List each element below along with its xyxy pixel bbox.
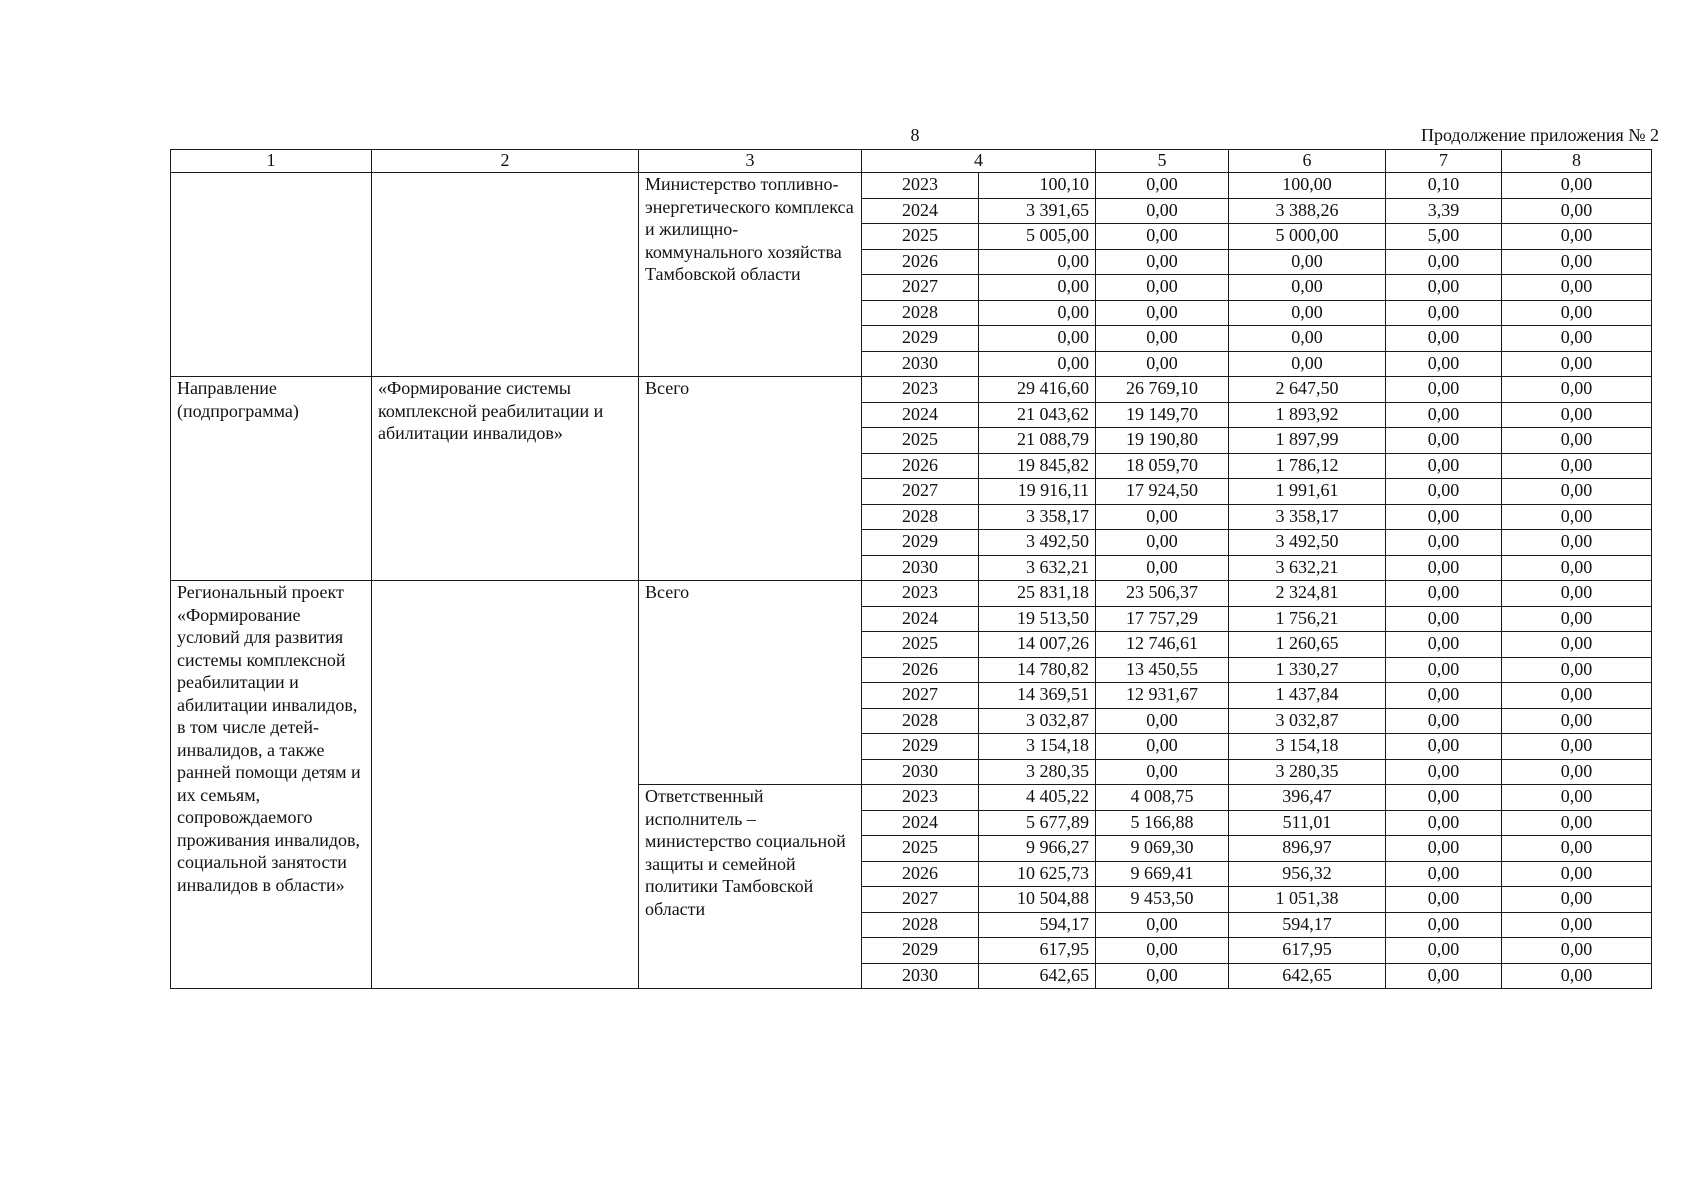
other-cell: 0,00	[1502, 581, 1652, 607]
federal-cell: 0,00	[1096, 912, 1229, 938]
year-cell: 2027	[862, 275, 979, 301]
local-cell: 0,00	[1386, 963, 1502, 989]
local-cell: 0,00	[1386, 734, 1502, 760]
federal-cell: 18 059,70	[1096, 453, 1229, 479]
regional-cell: 1 330,27	[1229, 657, 1386, 683]
year-cell: 2030	[862, 351, 979, 377]
total-cell: 3 280,35	[979, 759, 1096, 785]
federal-cell: 0,00	[1096, 734, 1229, 760]
other-cell: 0,00	[1502, 249, 1652, 275]
regional-cell: 1 893,92	[1229, 402, 1386, 428]
local-cell: 0,00	[1386, 912, 1502, 938]
regional-cell: 594,17	[1229, 912, 1386, 938]
year-cell: 2030	[862, 555, 979, 581]
regional-cell: 3 388,26	[1229, 198, 1386, 224]
table-row	[171, 581, 1652, 607]
regional-cell: 0,00	[1229, 275, 1386, 301]
year-cell: 2023	[862, 581, 979, 607]
total-cell: 14 780,82	[979, 657, 1096, 683]
local-cell: 0,00	[1386, 785, 1502, 811]
total-cell: 3 391,65	[979, 198, 1096, 224]
regional-cell: 3 492,50	[1229, 530, 1386, 556]
year-cell: 2030	[862, 759, 979, 785]
regional-cell: 617,95	[1229, 938, 1386, 964]
page-number: 8	[910, 125, 920, 145]
total-cell: 21 088,79	[979, 428, 1096, 454]
other-cell: 0,00	[1502, 810, 1652, 836]
federal-cell: 19 149,70	[1096, 402, 1229, 428]
financing-table	[170, 149, 1652, 989]
table-body	[171, 173, 1652, 989]
other-cell: 0,00	[1502, 275, 1652, 301]
column-header-4: 4	[862, 150, 1096, 173]
executor-cell: Министерство топливно-энергетического комплекса и жилищно-коммунального хозяйства Тамбовской области	[639, 173, 862, 377]
local-cell: 0,00	[1386, 861, 1502, 887]
total-cell: 3 492,50	[979, 530, 1096, 556]
federal-cell: 9 069,30	[1096, 836, 1229, 862]
total-cell: 4 405,22	[979, 785, 1096, 811]
local-cell: 0,00	[1386, 326, 1502, 352]
other-cell: 0,00	[1502, 326, 1652, 352]
total-cell: 0,00	[979, 249, 1096, 275]
regional-cell: 3 032,87	[1229, 708, 1386, 734]
total-cell: 10 625,73	[979, 861, 1096, 887]
federal-cell: 12 746,61	[1096, 632, 1229, 658]
year-cell: 2027	[862, 479, 979, 505]
local-cell: 0,10	[1386, 173, 1502, 199]
local-cell: 0,00	[1386, 683, 1502, 709]
other-cell: 0,00	[1502, 632, 1652, 658]
local-cell: 0,00	[1386, 249, 1502, 275]
local-cell: 0,00	[1386, 428, 1502, 454]
year-cell: 2026	[862, 657, 979, 683]
other-cell: 0,00	[1502, 224, 1652, 250]
year-cell: 2025	[862, 632, 979, 658]
federal-cell: 17 924,50	[1096, 479, 1229, 505]
regional-cell: 396,47	[1229, 785, 1386, 811]
federal-cell: 0,00	[1096, 963, 1229, 989]
other-cell: 0,00	[1502, 785, 1652, 811]
year-cell: 2028	[862, 708, 979, 734]
regional-cell: 642,65	[1229, 963, 1386, 989]
executor-cell: Всего	[639, 581, 862, 785]
local-cell: 0,00	[1386, 504, 1502, 530]
total-cell: 29 416,60	[979, 377, 1096, 403]
other-cell: 0,00	[1502, 861, 1652, 887]
year-cell: 2024	[862, 402, 979, 428]
local-cell: 0,00	[1386, 581, 1502, 607]
other-cell: 0,00	[1502, 734, 1652, 760]
federal-cell: 23 506,37	[1096, 581, 1229, 607]
year-cell: 2027	[862, 683, 979, 709]
regional-cell: 1 437,84	[1229, 683, 1386, 709]
federal-cell: 0,00	[1096, 938, 1229, 964]
federal-cell: 0,00	[1096, 300, 1229, 326]
federal-cell: 0,00	[1096, 275, 1229, 301]
program-element-cell: Направление (подпрограмма)	[171, 377, 372, 581]
federal-cell: 0,00	[1096, 555, 1229, 581]
total-cell: 10 504,88	[979, 887, 1096, 913]
regional-cell: 3 632,21	[1229, 555, 1386, 581]
other-cell: 0,00	[1502, 657, 1652, 683]
other-cell: 0,00	[1502, 555, 1652, 581]
total-cell: 3 032,87	[979, 708, 1096, 734]
regional-cell: 5 000,00	[1229, 224, 1386, 250]
total-cell: 100,10	[979, 173, 1096, 199]
column-header-6: 6	[1229, 150, 1386, 173]
federal-cell: 9 453,50	[1096, 887, 1229, 913]
regional-cell: 100,00	[1229, 173, 1386, 199]
total-cell: 19 513,50	[979, 606, 1096, 632]
year-cell: 2028	[862, 912, 979, 938]
year-cell: 2025	[862, 836, 979, 862]
other-cell: 0,00	[1502, 683, 1652, 709]
total-cell: 25 831,18	[979, 581, 1096, 607]
year-cell: 2028	[862, 300, 979, 326]
other-cell: 0,00	[1502, 530, 1652, 556]
federal-cell: 0,00	[1096, 326, 1229, 352]
other-cell: 0,00	[1502, 428, 1652, 454]
local-cell: 0,00	[1386, 810, 1502, 836]
total-cell: 21 043,62	[979, 402, 1096, 428]
appendix-continuation-label: Продолжение приложения № 2	[1420, 125, 1659, 145]
total-cell: 14 007,26	[979, 632, 1096, 658]
total-cell: 9 966,27	[979, 836, 1096, 862]
other-cell: 0,00	[1502, 963, 1652, 989]
other-cell: 0,00	[1502, 759, 1652, 785]
regional-cell: 1 051,38	[1229, 887, 1386, 913]
federal-cell: 0,00	[1096, 198, 1229, 224]
column-header-3: 3	[639, 150, 862, 173]
local-cell: 0,00	[1386, 479, 1502, 505]
other-cell: 0,00	[1502, 836, 1652, 862]
regional-cell: 1 786,12	[1229, 453, 1386, 479]
local-cell: 0,00	[1386, 632, 1502, 658]
other-cell: 0,00	[1502, 402, 1652, 428]
regional-cell: 0,00	[1229, 351, 1386, 377]
other-cell: 0,00	[1502, 504, 1652, 530]
federal-cell: 13 450,55	[1096, 657, 1229, 683]
regional-cell: 1 260,65	[1229, 632, 1386, 658]
federal-cell: 0,00	[1096, 351, 1229, 377]
year-cell: 2024	[862, 810, 979, 836]
other-cell: 0,00	[1502, 198, 1652, 224]
local-cell: 0,00	[1386, 938, 1502, 964]
federal-cell: 0,00	[1096, 173, 1229, 199]
local-cell: 0,00	[1386, 275, 1502, 301]
year-cell: 2026	[862, 861, 979, 887]
other-cell: 0,00	[1502, 300, 1652, 326]
other-cell: 0,00	[1502, 173, 1652, 199]
local-cell: 0,00	[1386, 836, 1502, 862]
local-cell: 0,00	[1386, 657, 1502, 683]
regional-cell: 3 358,17	[1229, 504, 1386, 530]
local-cell: 0,00	[1386, 402, 1502, 428]
year-cell: 2023	[862, 173, 979, 199]
year-cell: 2029	[862, 938, 979, 964]
other-cell: 0,00	[1502, 377, 1652, 403]
regional-cell: 2 324,81	[1229, 581, 1386, 607]
federal-cell: 26 769,10	[1096, 377, 1229, 403]
local-cell: 0,00	[1386, 887, 1502, 913]
year-cell: 2024	[862, 198, 979, 224]
regional-cell: 1 897,99	[1229, 428, 1386, 454]
year-cell: 2023	[862, 377, 979, 403]
program-element-cell: Региональный проект «Формирование условий для развития системы комплексной реабилитации и абилитации инвалидов, в том числе детей-инвалидов, а также ранней помощи детям и их семьям, сопровождаемого проживания инвалидов, социальной занятости инвалидов в области»	[171, 581, 372, 989]
total-cell: 0,00	[979, 351, 1096, 377]
federal-cell: 0,00	[1096, 708, 1229, 734]
other-cell: 0,00	[1502, 606, 1652, 632]
federal-cell: 12 931,67	[1096, 683, 1229, 709]
local-cell: 0,00	[1386, 555, 1502, 581]
executor-cell: Всего	[639, 377, 862, 581]
year-cell: 2029	[862, 326, 979, 352]
local-cell: 0,00	[1386, 708, 1502, 734]
year-cell: 2029	[862, 734, 979, 760]
regional-cell: 3 154,18	[1229, 734, 1386, 760]
total-cell: 19 916,11	[979, 479, 1096, 505]
total-cell: 3 154,18	[979, 734, 1096, 760]
program-name-cell	[372, 173, 639, 377]
year-cell: 2025	[862, 224, 979, 250]
regional-cell: 511,01	[1229, 810, 1386, 836]
total-cell: 594,17	[979, 912, 1096, 938]
year-cell: 2027	[862, 887, 979, 913]
total-cell: 5 677,89	[979, 810, 1096, 836]
federal-cell: 5 166,88	[1096, 810, 1229, 836]
program-element-cell	[171, 173, 372, 377]
regional-cell: 3 280,35	[1229, 759, 1386, 785]
total-cell: 19 845,82	[979, 453, 1096, 479]
total-cell: 5 005,00	[979, 224, 1096, 250]
column-number-row	[171, 150, 1652, 173]
local-cell: 0,00	[1386, 453, 1502, 479]
column-header-1: 1	[171, 150, 372, 173]
table-row	[171, 377, 1652, 403]
regional-cell: 896,97	[1229, 836, 1386, 862]
year-cell: 2023	[862, 785, 979, 811]
federal-cell: 0,00	[1096, 224, 1229, 250]
program-name-cell	[372, 581, 639, 989]
local-cell: 5,00	[1386, 224, 1502, 250]
column-header-7: 7	[1386, 150, 1502, 173]
column-header-5: 5	[1096, 150, 1229, 173]
year-cell: 2024	[862, 606, 979, 632]
year-cell: 2029	[862, 530, 979, 556]
other-cell: 0,00	[1502, 479, 1652, 505]
local-cell: 0,00	[1386, 530, 1502, 556]
table-row	[171, 173, 1652, 199]
column-header-2: 2	[372, 150, 639, 173]
year-cell: 2025	[862, 428, 979, 454]
local-cell: 0,00	[1386, 377, 1502, 403]
regional-cell: 2 647,50	[1229, 377, 1386, 403]
year-cell: 2026	[862, 453, 979, 479]
total-cell: 3 632,21	[979, 555, 1096, 581]
program-name-cell: «Формирование системы комплексной реабилитации и абилитации инвалидов»	[372, 377, 639, 581]
total-cell: 3 358,17	[979, 504, 1096, 530]
year-cell: 2026	[862, 249, 979, 275]
federal-cell: 17 757,29	[1096, 606, 1229, 632]
federal-cell: 19 190,80	[1096, 428, 1229, 454]
year-cell: 2028	[862, 504, 979, 530]
total-cell: 0,00	[979, 275, 1096, 301]
regional-cell: 0,00	[1229, 326, 1386, 352]
local-cell: 0,00	[1386, 759, 1502, 785]
total-cell: 14 369,51	[979, 683, 1096, 709]
federal-cell: 0,00	[1096, 530, 1229, 556]
federal-cell: 0,00	[1096, 504, 1229, 530]
regional-cell: 1 991,61	[1229, 479, 1386, 505]
regional-cell: 0,00	[1229, 300, 1386, 326]
federal-cell: 0,00	[1096, 759, 1229, 785]
total-cell: 617,95	[979, 938, 1096, 964]
federal-cell: 9 669,41	[1096, 861, 1229, 887]
local-cell: 0,00	[1386, 351, 1502, 377]
local-cell: 0,00	[1386, 606, 1502, 632]
year-cell: 2030	[862, 963, 979, 989]
column-header-8: 8	[1502, 150, 1652, 173]
federal-cell: 4 008,75	[1096, 785, 1229, 811]
other-cell: 0,00	[1502, 887, 1652, 913]
local-cell: 3,39	[1386, 198, 1502, 224]
regional-cell: 956,32	[1229, 861, 1386, 887]
other-cell: 0,00	[1502, 938, 1652, 964]
other-cell: 0,00	[1502, 708, 1652, 734]
executor-cell: Ответственный исполнитель – министерство социальной защиты и семейной политики Тамбовской области	[639, 785, 862, 989]
other-cell: 0,00	[1502, 351, 1652, 377]
total-cell: 0,00	[979, 326, 1096, 352]
other-cell: 0,00	[1502, 912, 1652, 938]
total-cell: 0,00	[979, 300, 1096, 326]
regional-cell: 0,00	[1229, 249, 1386, 275]
federal-cell: 0,00	[1096, 249, 1229, 275]
total-cell: 642,65	[979, 963, 1096, 989]
regional-cell: 1 756,21	[1229, 606, 1386, 632]
other-cell: 0,00	[1502, 453, 1652, 479]
local-cell: 0,00	[1386, 300, 1502, 326]
